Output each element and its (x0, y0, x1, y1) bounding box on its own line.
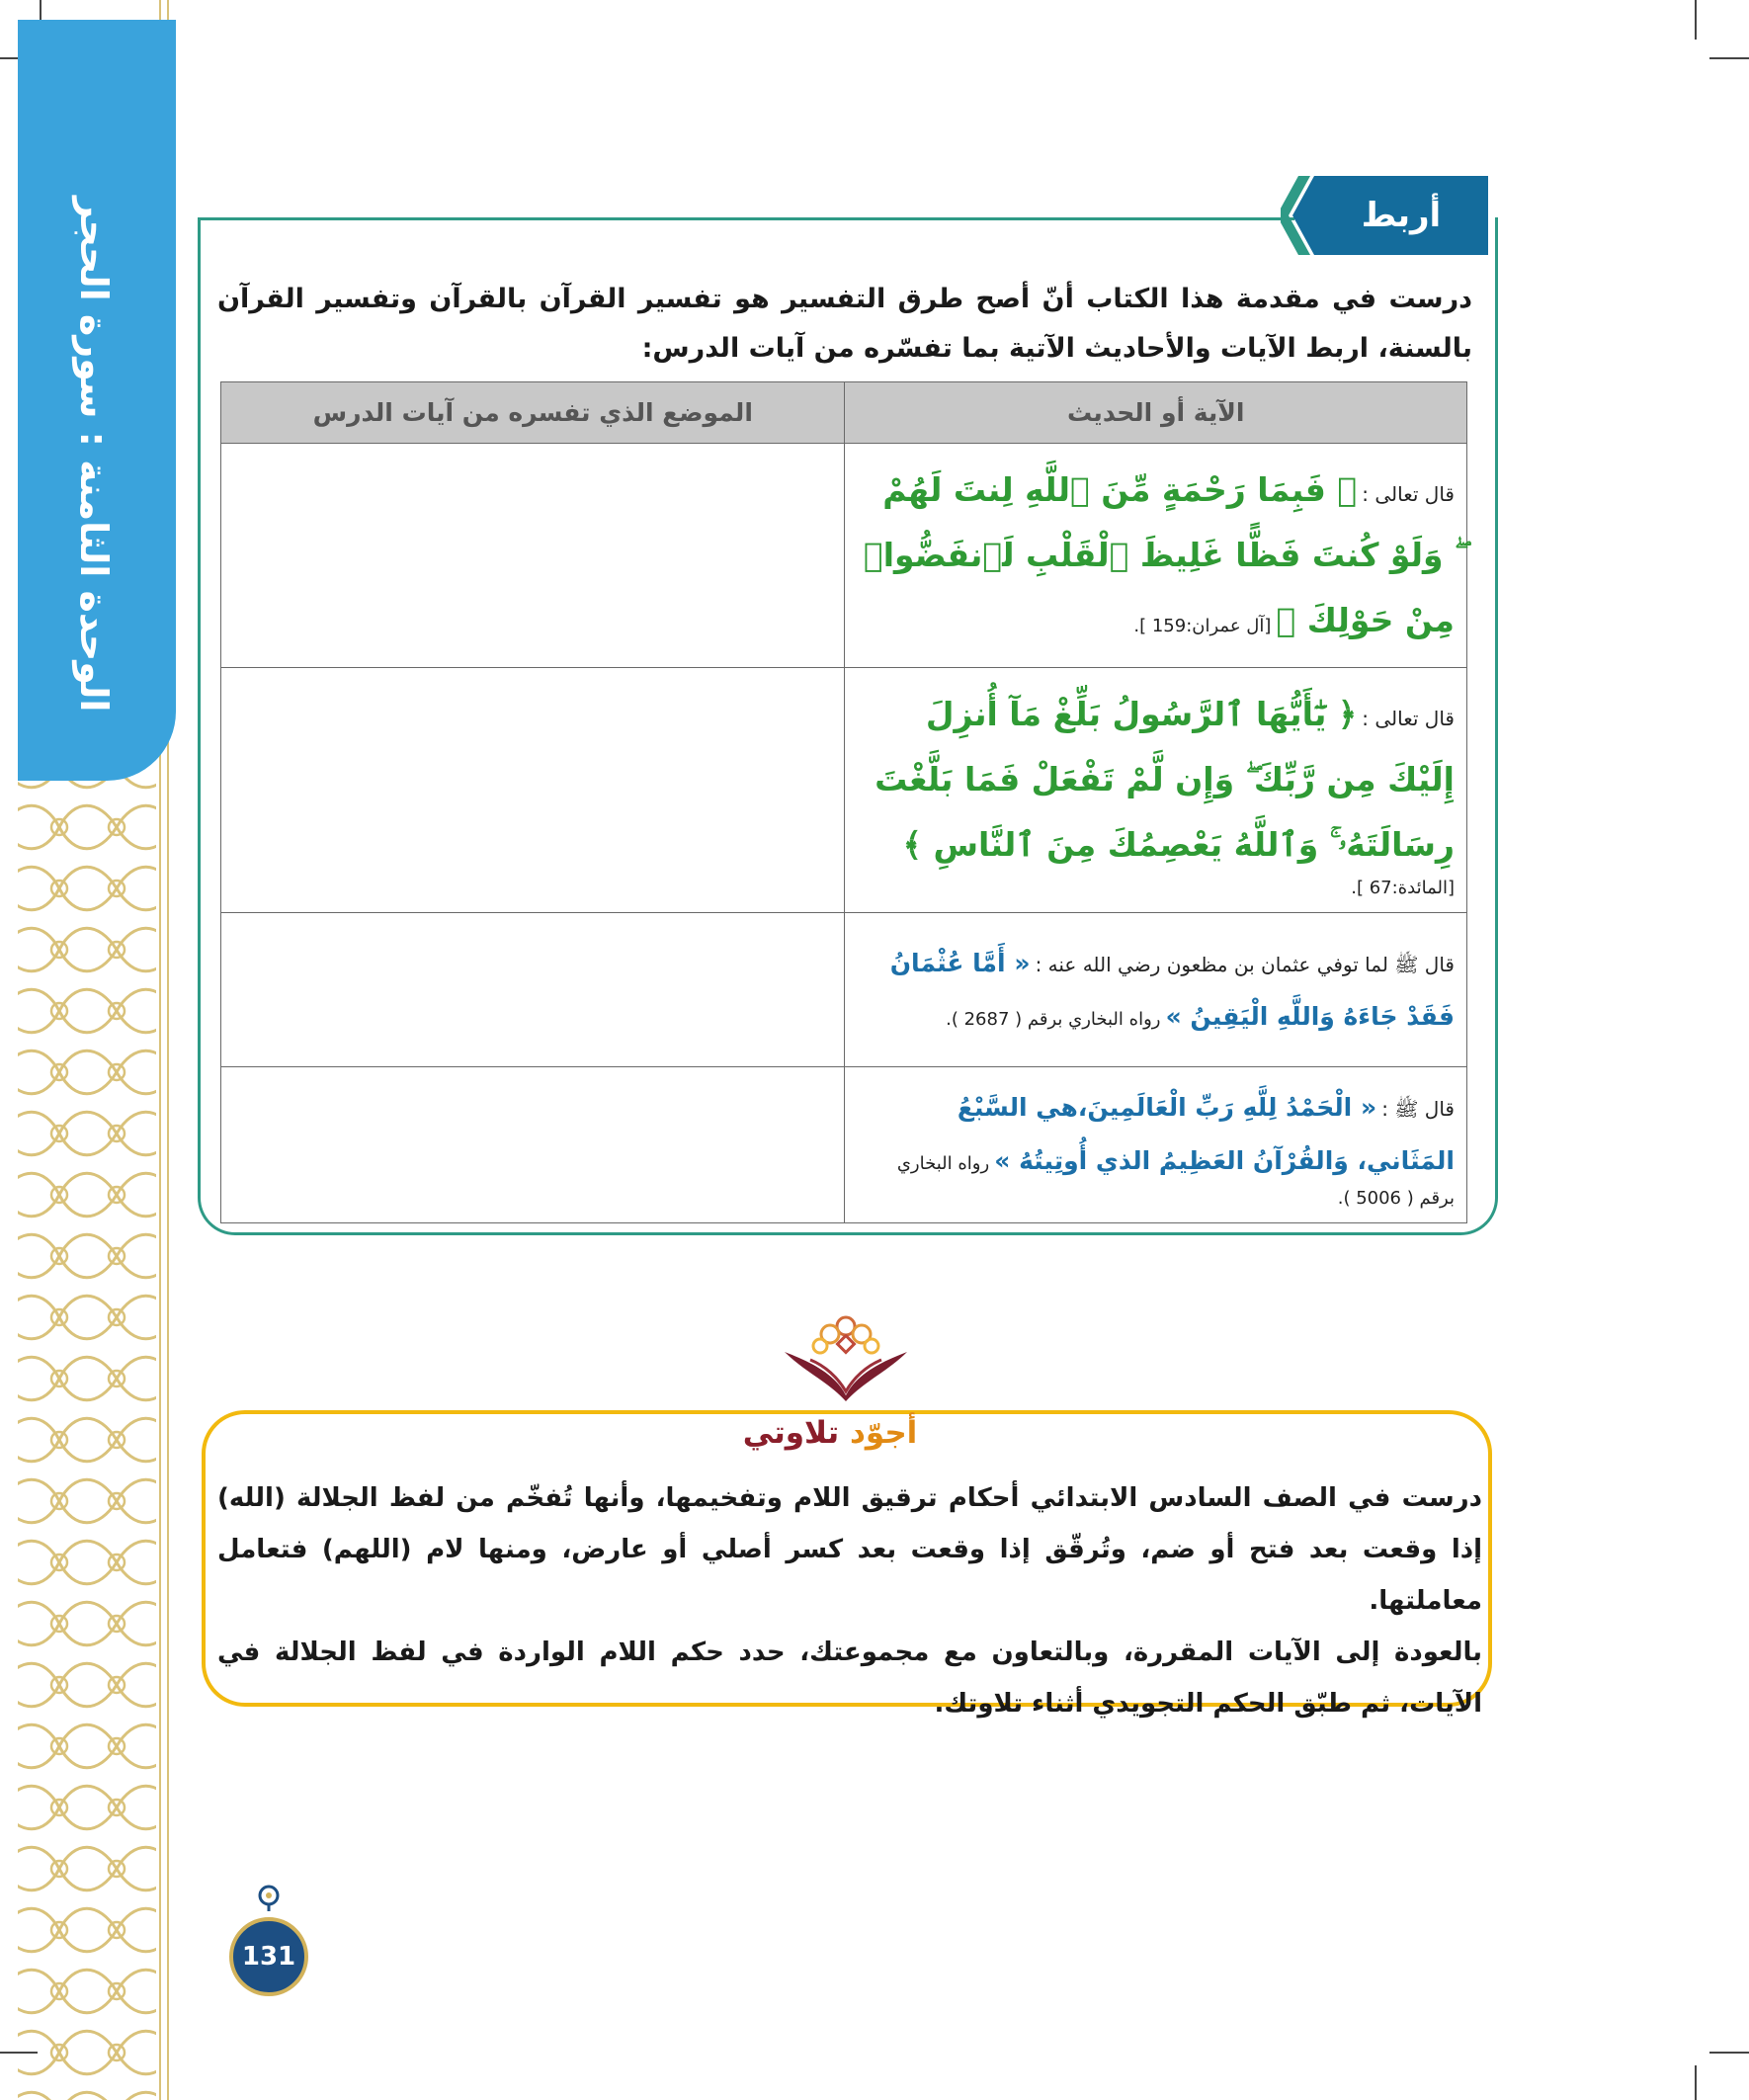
answer-cell[interactable] (221, 444, 845, 668)
recitation-paragraph: بالعودة إلى الآيات المقررة، وبالتعاون مع مجموعتك، حدد حكم اللام الواردة في لفظ الجلالة في الآيات، ثم طبّق الحكم التجويدي أثناء تلاوتك. (217, 1638, 1482, 1719)
link-intro-text: درست في مقدمة هذا الكتاب أنّ أصح طرق التفسير هو تفسير القرآن بالقرآن وتفسير القرآن بالسنة، اربط الآيات والأحاديث الآتية بما تفسّره من آيات الدرس: (217, 284, 1472, 364)
recitation-title-word2: تلاوتي (742, 1415, 840, 1451)
verse-reference: [آل عمران:159 ]. (1133, 616, 1272, 636)
hadith-intro: قال ﷺ : (1381, 1097, 1455, 1121)
crop-mark (1709, 57, 1749, 59)
answer-cell[interactable] (221, 913, 845, 1067)
quran-emblem-icon (781, 1312, 911, 1401)
hadith-reference: رواه البخاري برقم ( 5006 ). (896, 1153, 1455, 1209)
verse-intro: قال تعالى : (1362, 707, 1455, 730)
link-section-tab: أربط (1314, 176, 1488, 255)
link-table (220, 381, 1467, 1223)
verse-text: ﴿ فَبِمَا رَحْمَةٍ مِّنَ ٱللَّهِ لِنتَ لَهُمْ ۖ وَلَوْ كُنتَ فَظًّا غَلِيظَ ٱلْقَلْبِ لَٱنفَضُّوا۟ مِنْ حَوْلِكَ ﴾ (863, 470, 1455, 639)
hadith-cell (845, 1067, 1467, 1223)
recitation-paragraph: درست في الصف السادس الابتدائي أحكام ترقيق اللام وتفخيمها، وأنها تُفخّم من لفظ الجلالة (الله) إذا وقعت بعد فتح أو ضم، وتُرقّق إذا وقعت بعد كسر أصلي أو عارض، ومنها لام (اللهم) فتعامل معاملتها. (217, 1483, 1482, 1616)
crop-mark (1695, 2065, 1697, 2100)
verse-cell (845, 668, 1467, 913)
column-header-position: الموضع الذي تفسره من آيات الدرس (221, 382, 845, 444)
verse-intro: قال تعالى : (1362, 482, 1455, 506)
column-header-verse: الآية أو الحديث (845, 382, 1467, 444)
unit-label: الوحدة الثامنة : سورة الحجر (72, 197, 116, 713)
verse-cell (845, 444, 1467, 668)
verse-text: ﴿ يَٰٓأَيُّهَا ٱلرَّسُولُ بَلِّغْ مَآ أُنزِلَ إِلَيْكَ مِن رَّبِّكَ ۖ وَإِن لَّمْ تَفْعَلْ فَمَا بَلَّغْتَ رِسَالَتَهُۥ ۚ وَٱللَّهُ يَعْصِمُكَ مِنَ ٱلنَّاسِ ﴾ (874, 695, 1455, 864)
page-number: 131 (229, 1917, 308, 1996)
recitation-title-word1: أجوّد (849, 1415, 918, 1451)
crop-mark (1709, 2052, 1749, 2054)
recitation-title (731, 1415, 929, 1465)
table-row (221, 444, 1467, 668)
table-row (221, 1067, 1467, 1223)
hadith-cell (845, 913, 1467, 1067)
answer-cell[interactable] (221, 668, 845, 913)
hadith-text: « أَمَّا عُثْمَانُ فَقَدْ جَاءَهُ وَاللَّهِ الْيَقِينُ » (889, 948, 1455, 1031)
table-header-row (221, 382, 1467, 444)
table-row (221, 668, 1467, 913)
recitation-text (217, 1472, 1482, 1729)
page-number-ornament-icon (255, 1882, 283, 1911)
crop-mark (1695, 0, 1697, 40)
hadith-reference: رواه البخاري برقم ( 2687 ). (946, 1008, 1161, 1030)
table-row (221, 913, 1467, 1067)
verse-reference: [المائدة:67 ]. (1351, 878, 1455, 898)
hadith-intro: قال ﷺ لما توفي عثمان بن مظعون رضي الله عنه : (1035, 952, 1455, 976)
hadith-text: « الْحَمْدُ لِلَّهِ رَبِّ الْعَالَمِينَ،هي السَّبْعُ المَثَاني، وَالقُرْآنُ العَظِيمُ الذي أُوتِيتُهُ » (957, 1093, 1455, 1175)
answer-cell[interactable] (221, 1067, 845, 1223)
